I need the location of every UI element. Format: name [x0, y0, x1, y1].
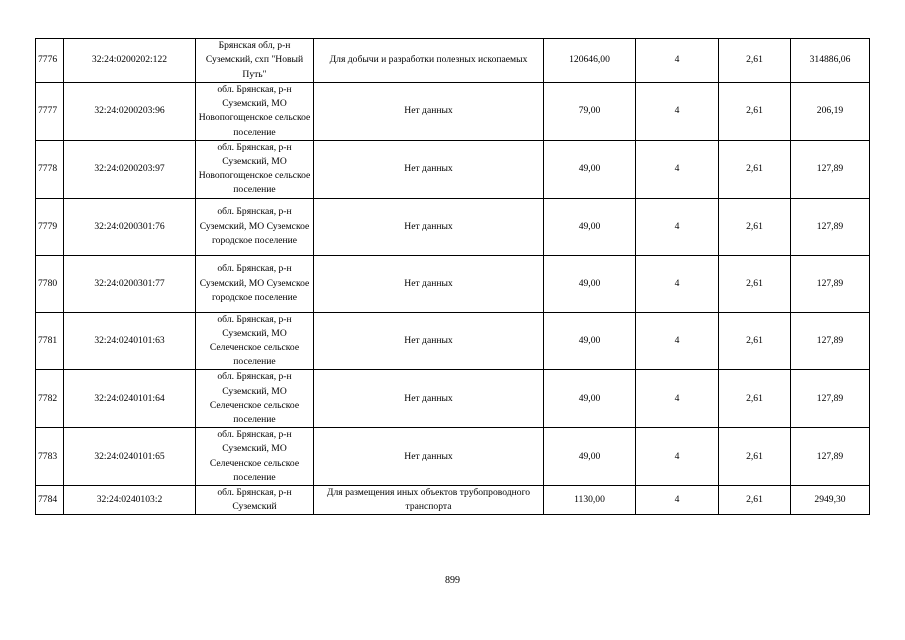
- group-cell: 4: [636, 486, 719, 515]
- group-cell: 4: [636, 370, 719, 428]
- table-row: [36, 486, 870, 515]
- area-cell: 79,00: [544, 83, 636, 141]
- row-number-cell: 7780: [36, 255, 64, 312]
- cadastral-value-cell: 127,89: [791, 255, 870, 312]
- permitted-use-cell: Нет данных: [314, 370, 544, 428]
- cadastral-value-cell: 2949,30: [791, 486, 870, 515]
- group-cell: 4: [636, 428, 719, 486]
- area-cell: 49,00: [544, 428, 636, 486]
- area-cell: 49,00: [544, 140, 636, 198]
- cadastral-value-cell: 314886,06: [791, 39, 870, 83]
- cadastral-number-cell: 32:24:0240101:64: [64, 370, 196, 428]
- table-row: [36, 312, 870, 370]
- row-number-cell: 7777: [36, 83, 64, 141]
- permitted-use-cell: Нет данных: [314, 140, 544, 198]
- table-row: [36, 370, 870, 428]
- rate-cell: 2,61: [719, 83, 791, 141]
- cadastral-number-cell: 32:24:0240103:2: [64, 486, 196, 515]
- permitted-use-cell: Нет данных: [314, 255, 544, 312]
- cadastral-value-cell: 127,89: [791, 312, 870, 370]
- rate-cell: 2,61: [719, 198, 791, 255]
- row-number-cell: 7781: [36, 312, 64, 370]
- cadastral-number-cell: 32:24:0200203:96: [64, 83, 196, 141]
- address-cell: обл. Брянская, р-н Суземский: [196, 486, 314, 515]
- row-number-cell: 7784: [36, 486, 64, 515]
- permitted-use-cell: Для добычи и разработки полезных ископаемых: [314, 39, 544, 83]
- rate-cell: 2,61: [719, 370, 791, 428]
- rate-cell: 2,61: [719, 39, 791, 83]
- cadastral-value-cell: 127,89: [791, 370, 870, 428]
- area-cell: 120646,00: [544, 39, 636, 83]
- address-cell: обл. Брянская, р-н Суземский, МО Селеченское сельское поселение: [196, 428, 314, 486]
- cadastral-number-cell: 32:24:0200301:76: [64, 198, 196, 255]
- cadastral-number-cell: 32:24:0240101:63: [64, 312, 196, 370]
- cadastral-number-cell: 32:24:0200203:97: [64, 140, 196, 198]
- cadastral-number-cell: 32:24:0200202:122: [64, 39, 196, 83]
- area-cell: 49,00: [544, 255, 636, 312]
- rate-cell: 2,61: [719, 255, 791, 312]
- rate-cell: 2,61: [719, 486, 791, 515]
- address-cell: обл. Брянская, р-н Суземский, МО Селеченское сельское поселение: [196, 370, 314, 428]
- cadastral-number-cell: 32:24:0240101:65: [64, 428, 196, 486]
- table-row: [36, 198, 870, 255]
- group-cell: 4: [636, 39, 719, 83]
- row-number-cell: 7782: [36, 370, 64, 428]
- group-cell: 4: [636, 198, 719, 255]
- permitted-use-cell: Для размещения иных объектов трубопроводного транспорта: [314, 486, 544, 515]
- address-cell: обл. Брянская, р-н Суземский, МО Суземское городское поселение: [196, 198, 314, 255]
- row-number-cell: 7779: [36, 198, 64, 255]
- row-number-cell: 7776: [36, 39, 64, 83]
- table-row: [36, 140, 870, 198]
- land-plots-table: [35, 38, 870, 515]
- area-cell: 49,00: [544, 312, 636, 370]
- group-cell: 4: [636, 312, 719, 370]
- permitted-use-cell: Нет данных: [314, 83, 544, 141]
- address-cell: Брянская обл, р-н Суземский, схп "Новый Путь": [196, 39, 314, 83]
- group-cell: 4: [636, 255, 719, 312]
- table-row: [36, 83, 870, 141]
- table-row: [36, 39, 870, 83]
- table-row: [36, 428, 870, 486]
- group-cell: 4: [636, 83, 719, 141]
- address-cell: обл. Брянская, р-н Суземский, МО Суземское городское поселение: [196, 255, 314, 312]
- group-cell: 4: [636, 140, 719, 198]
- cadastral-value-cell: 127,89: [791, 140, 870, 198]
- area-cell: 49,00: [544, 370, 636, 428]
- area-cell: 49,00: [544, 198, 636, 255]
- rate-cell: 2,61: [719, 140, 791, 198]
- address-cell: обл. Брянская, р-н Суземский, МО Новопогощенское сельское поселение: [196, 83, 314, 141]
- table-row: [36, 255, 870, 312]
- table-body: [36, 39, 870, 515]
- rate-cell: 2,61: [719, 312, 791, 370]
- area-cell: 1130,00: [544, 486, 636, 515]
- permitted-use-cell: Нет данных: [314, 428, 544, 486]
- cadastral-value-cell: 206,19: [791, 83, 870, 141]
- rate-cell: 2,61: [719, 428, 791, 486]
- cadastral-value-cell: 127,89: [791, 428, 870, 486]
- address-cell: обл. Брянская, р-н Суземский, МО Новопогощенское сельское поселение: [196, 140, 314, 198]
- permitted-use-cell: Нет данных: [314, 312, 544, 370]
- permitted-use-cell: Нет данных: [314, 198, 544, 255]
- row-number-cell: 7783: [36, 428, 64, 486]
- cadastral-value-cell: 127,89: [791, 198, 870, 255]
- page-number: 899: [445, 575, 460, 586]
- row-number-cell: 7778: [36, 140, 64, 198]
- address-cell: обл. Брянская, р-н Суземский, МО Селеченское сельское поселение: [196, 312, 314, 370]
- cadastral-number-cell: 32:24:0200301:77: [64, 255, 196, 312]
